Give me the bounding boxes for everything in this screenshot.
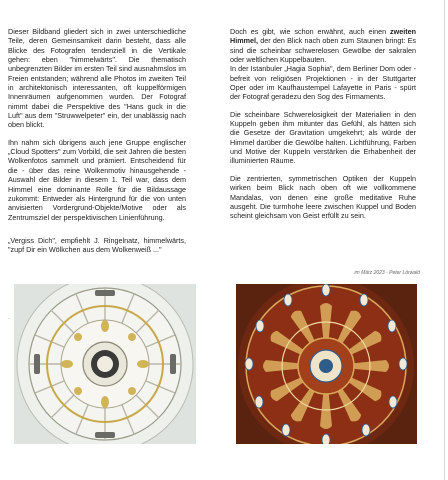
second-heaven-bold: zweiten Himmel, [230, 27, 416, 46]
second-heaven-paragraph [230, 27, 416, 102]
left-text-column [8, 27, 186, 255]
ringelnatz-quote: „Vergiss Dich", empfiehlt J. Ringelnatz, himmelwärts, "zupf Dir ein Wölkchen aus dem Wolkenweiß ..." [8, 235, 186, 255]
cloud-spotters-paragraph: Ihn nahm sich übrigens auch jene Gruppe englischer „Cloud Spotters" zum Vorbild, die seit Jahren die besten Wolkenfotos sammelt und prämiert. Entscheidend für die - über das reine Wolkenmotiv hinausgehende - Auswahl der Bilder in diesem 1. Teil war, dass dem Himmel eine dominante Rolle für die Bildaussage zukommt: Entweder als Hintergrund für die von unten anvisierten Vordergrund-Objekte/Motive oder als Zentrumsziel der perspektivischen Linienführung. [8, 137, 186, 222]
white-baroque-dome-photo [14, 284, 196, 444]
mandala-paragraph: Die zentrierten, symmetrischen Optiken der Kuppeln wirken beim Blick nach oben oft wie vollkommene Mandalas, von denen eine große meditative Ruhe ausgeht. Die turmhohe leere zwischen Kuppel und Boden scheint gleichsam von Geist erfüllt zu sein. [230, 173, 416, 221]
page-edge [444, 0, 445, 480]
dome-white-gold-icon [14, 284, 196, 444]
istanbul-sentence: In der Istanbuler „Hagia Sophia", dem Berliner Dom oder - befreit von religiösen Projektionen - in der Stuttgarter Oper oder im Kaufhaustempel Lafayette in Paris - spürt der Fotograf geradezu den Sog des Firmaments. [230, 64, 416, 102]
weightlessness-paragraph: Die scheinbare Schwerelosigkeit der Materialien in den Kuppeln geben ihm mitunter das Gefühl, als hätten sich die Gesetze der Gravitation umgekehrt; als würde der Himmel darüber die Gewölbe halten. Lichtführung, Farben und Motive der Kuppeln verstärken die Erhabenheit der illuminierten Räume. [230, 109, 416, 166]
ottoman-mosque-dome-photo [236, 284, 417, 444]
author-credit: im März 2023 · Peter Lörwald [354, 270, 420, 276]
margin-mark: · [8, 316, 10, 322]
dome-red-gold-icon [236, 284, 417, 444]
intro-paragraph: Dieser Bildband gliedert sich in zwei unterschiedliche Teile, deren Gemeinsamkeit darin besteht, dass alle Blicke des Fotografen tendenziell in die Vertikale gehen: eben "himmelwärts". Die thematisch unbegrenzten Bilder im ersten Teil sind ausnahmslos im Freien entstanden; während alle Photos im zweiten Teil in architektonisch interessanten, oft kuppelförmigen Innenräumen aufgenommen wurden. Der Fotograf nimmt dabei die Perspektive des "Hans guck in die Luft" aus dem "Struwwelpeter" ein, der unablässig nach oben blickt. [8, 27, 186, 130]
second-heaven-lead: Doch es gibt, wie schon erwähnt, auch einen [230, 27, 387, 36]
right-text-column [230, 27, 416, 229]
second-heaven-rest: der den Blick nach oben zum Staunen bringt: Es sind die scheinbar schwerelosen Gewölbe der sakralen oder weltlichen Kuppelbauten. [230, 36, 417, 65]
